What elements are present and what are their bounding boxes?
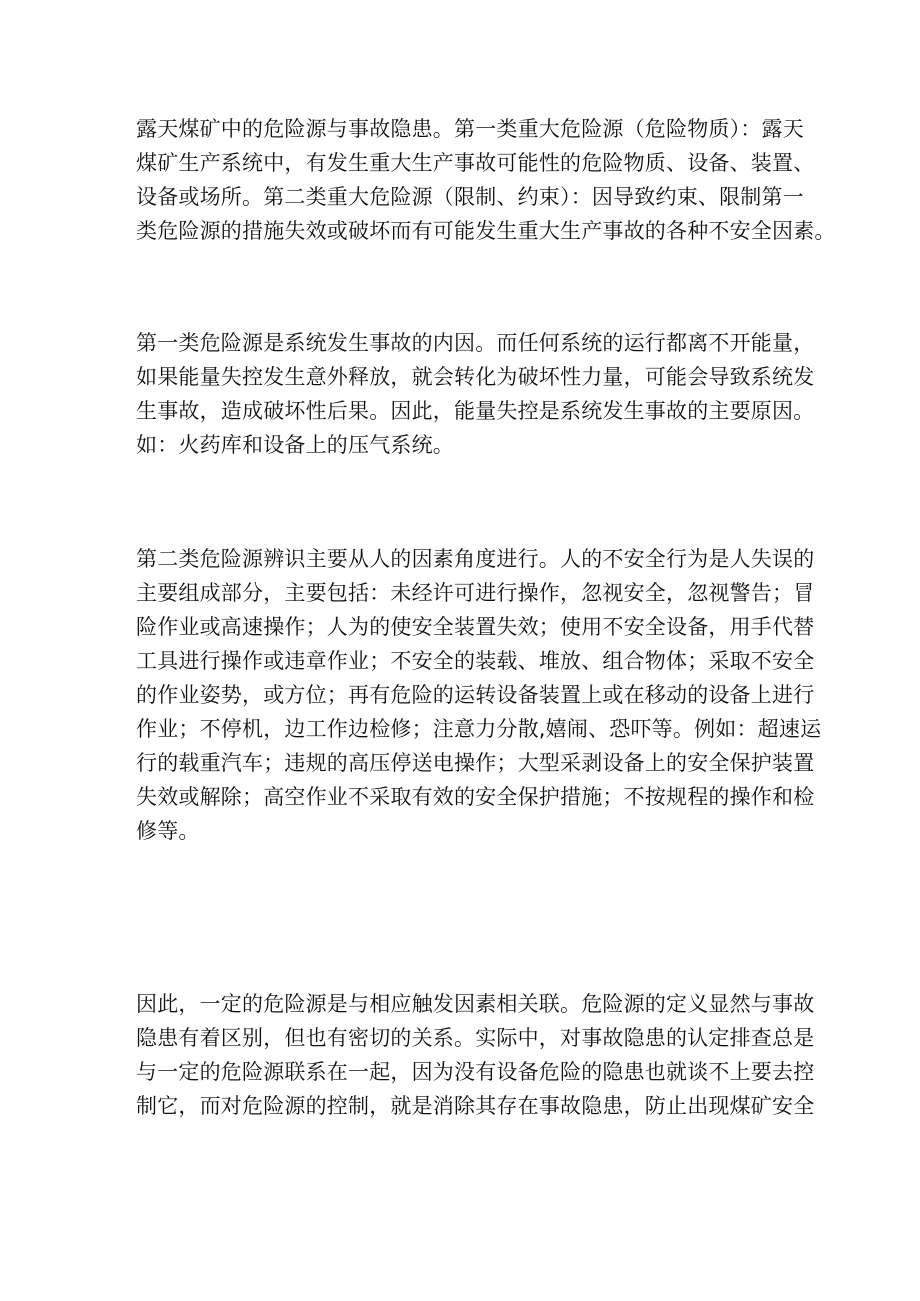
paragraph-line: 工具进行操作或违章作业；不安全的装载、堆放、组合物体；采取不安全 xyxy=(136,649,815,673)
paragraph-3 xyxy=(136,542,821,848)
paragraph-line: 修等。 xyxy=(136,819,200,843)
paragraph-line: 因此，一定的危险源是与相应触发因素相关联。危险源的定义显然与事故 xyxy=(136,992,815,1016)
paragraph-line: 险作业或高速操作；人为的使安全装置失效；使用不安全设备，用手代替 xyxy=(136,615,815,639)
paragraph-line: 设备或场所。第二类重大危险源（限制、约束）：因导致约束、限制第一 xyxy=(136,185,804,209)
paragraph-line: 第二类危险源辨识主要从人的因素角度进行。人的不安全行为是人失误的 xyxy=(136,547,815,571)
paragraph-line: 失效或解除；高空作业不采取有效的安全保护措施；不按规程的操作和检 xyxy=(136,785,815,809)
paragraph-line: 如果能量失控发生意外释放，就会转化为破坏性力量，可能会导致系统发 xyxy=(136,365,815,389)
paragraph-line: 煤矿生产系统中，有发生重大生产事故可能性的危险物质、设备、装置、 xyxy=(136,151,815,175)
paragraph-line: 类危险源的措施失效或破坏而有可能发生重大生产事故的各种不安全因素。 xyxy=(136,219,836,243)
paragraph-1 xyxy=(136,112,836,248)
paragraph-line: 作业；不停机，边工作边检修；注意力分散,嬉闹、恐吓等。例如：超速运 xyxy=(136,717,822,741)
paragraph-line: 行的载重汽车；违规的高压停送电操作；大型采剥设备上的安全保护装置 xyxy=(136,751,815,775)
paragraph-line: 隐患有着区别，但也有密切的关系。实际中，对事故隐患的认定排查总是 xyxy=(136,1026,815,1050)
paragraph-line: 与一定的危险源联系在一起，因为没有设备危险的隐患也就谈不上要去控 xyxy=(136,1060,815,1084)
paragraph-line: 生事故，造成破坏性后果。因此，能量失控是系统发生事故的主要原因。 xyxy=(136,399,815,423)
paragraph-line: 如：火药库和设备上的压气系统。 xyxy=(136,433,454,457)
paragraph-4 xyxy=(136,987,814,1123)
paragraph-line: 露天煤矿中的危险源与事故隐患。第一类重大危险源（危险物质）：露天 xyxy=(136,117,804,141)
paragraph-line: 第一类危险源是系统发生事故的内因。而任何系统的运行都离不开能量， xyxy=(136,331,815,355)
paragraph-2 xyxy=(136,326,814,462)
paragraph-line: 制它，而对危险源的控制，就是消除其存在事故隐患，防止出现煤矿安全 xyxy=(136,1094,815,1118)
paragraph-line: 的作业姿势，或方位；再有危险的运转设备装置上或在移动的设备上进行 xyxy=(136,683,815,707)
paragraph-line: 主要组成部分，主要包括：未经许可进行操作，忽视安全，忽视警告；冒 xyxy=(136,581,815,605)
